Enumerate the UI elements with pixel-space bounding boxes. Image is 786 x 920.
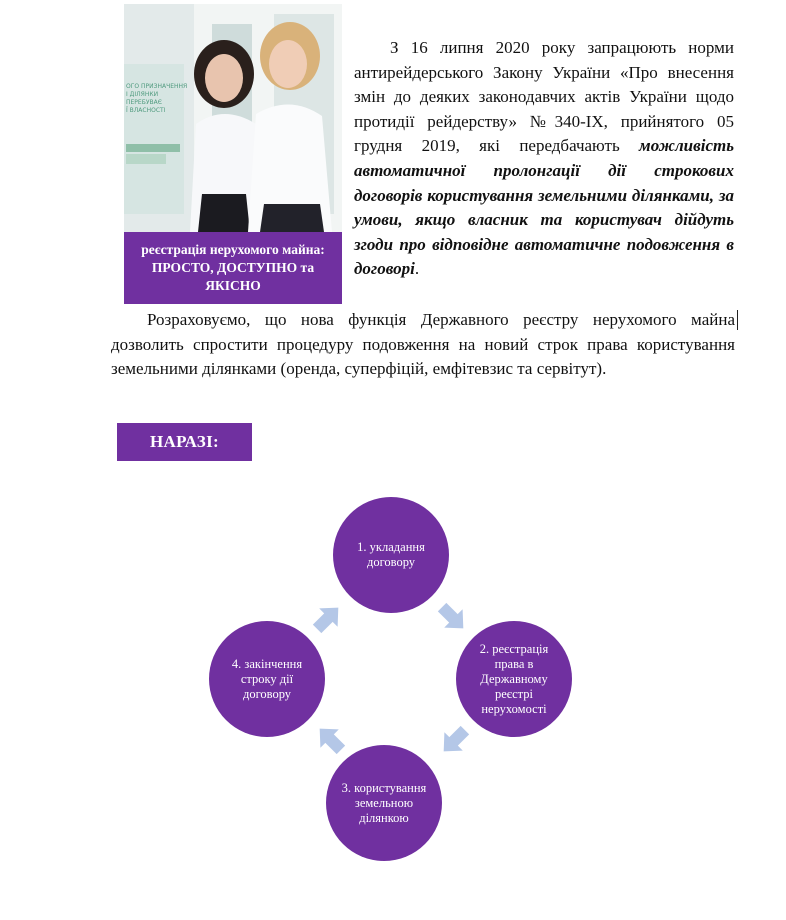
arrow-1-to-2 [433,598,473,638]
body-paragraph-text: Розраховуємо, що нова функція Державного реєстру нерухомого майна дозволить спростити процедуру подовження на новий строк права користування земельними ділянками (оренда, суперфіцій, емфітевзис та сервітут). [111,310,735,379]
cycle-step-3: 3. користування земельною ділянкою [326,745,442,861]
arrow-4-to-1 [308,598,348,638]
cycle-step-4: 4. закінчення строку дії договору [209,621,325,737]
poster-line-1: ОГО ПРИЗНАЧЕННЯ [126,83,188,90]
cycle-step-1: 1. укладання договору [333,497,449,613]
poster-line-2: І ДІЛЯНКИ [126,91,159,98]
poster-line-3: ПЕРЕБУВАЄ [126,99,162,106]
intro-emphasis: можливість автоматичної пролонгації дії строкових договорів користування земельними ділянками, за умови, якщо власник та користувач дійдуть згоди про відповідне автоматичне подовження в договорі [354,136,734,279]
arrow-2-to-3 [434,721,474,761]
intro-text: З 16 липня 2020 року запрацюють норми антирейдерського Закону України «Про внесення змін до деяких законодавчих актів України щодо протидії рейдерству» №340-IX, прийнятого 05 грудня 2019, які передбачають [354,38,734,156]
cycle-step-2: 2. реєстрація права в Державному реєстрі нерухомості [456,621,572,737]
arrow-3-to-4 [310,719,350,759]
section-badge: НАРАЗІ: [117,423,252,461]
photo-caption: реєстрація нерухомого майна: ПРОСТО, ДОСТУПНО та ЯКІСНО [124,232,342,304]
poster-line-4: Ї ВЛАСНОСТІ [126,107,166,114]
intro-end: . [414,259,420,279]
